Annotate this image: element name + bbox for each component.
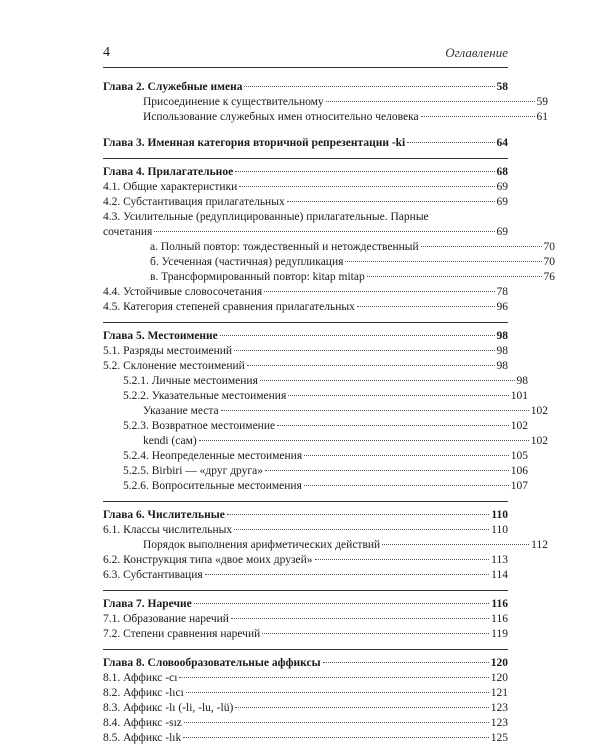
section-divider xyxy=(103,158,508,159)
toc-entry-page: 102 xyxy=(510,420,528,432)
dot-leader xyxy=(323,662,489,663)
dot-leader xyxy=(227,514,490,515)
toc-entry-page: 70 xyxy=(543,241,555,253)
toc-entry-title: 5.2.3. Возвратное местоимение xyxy=(123,420,276,432)
toc-entry-title: Присоединение к существительному xyxy=(143,96,324,108)
toc-chapter-entry[interactable] xyxy=(103,136,508,151)
toc-chapter-entry[interactable] xyxy=(103,329,508,344)
toc-entry-page: 113 xyxy=(491,554,508,566)
toc-entry[interactable] xyxy=(103,449,528,464)
toc-entry[interactable] xyxy=(103,389,528,404)
toc-entry-title: Глава 8. Словообразовательные аффиксы xyxy=(103,657,321,669)
dot-leader xyxy=(244,86,494,87)
toc-entry-title: 4.5. Категория степеней сравнения прилагательных xyxy=(103,301,355,313)
toc-entry-page: 106 xyxy=(510,465,528,477)
toc-entry-page: 98 xyxy=(496,360,508,372)
toc-entry-title: 8.1. Аффикс -cı xyxy=(103,672,178,684)
dot-leader xyxy=(179,677,488,678)
running-title: Оглавление xyxy=(445,45,508,60)
dot-leader xyxy=(184,722,489,723)
toc-chapter-entry[interactable] xyxy=(103,508,508,523)
toc-entry-page: 102 xyxy=(530,435,548,447)
toc-entry[interactable] xyxy=(103,110,548,125)
toc-chapter-entry[interactable] xyxy=(103,597,508,612)
toc-entry-title: 4.1. Общие характеристики xyxy=(103,181,238,193)
toc-entry[interactable] xyxy=(103,612,508,627)
dot-leader xyxy=(304,455,509,456)
header-rule xyxy=(103,67,508,68)
dot-leader xyxy=(304,485,509,486)
toc-entry-page: 98 xyxy=(516,375,528,387)
toc-entry-title: 8.3. Аффикс -lı (-li, -lu, -lü) xyxy=(103,702,234,714)
toc-entry-page: 69 xyxy=(496,196,508,208)
toc-entry-title: Глава 4. Прилагательное xyxy=(103,166,234,178)
toc-entry[interactable] xyxy=(103,434,548,449)
toc-entry[interactable] xyxy=(103,404,548,419)
toc-entry-page: 110 xyxy=(491,509,508,521)
dot-leader xyxy=(265,470,509,471)
toc-entry-title: Глава 7. Наречие xyxy=(103,598,192,610)
toc-entry-page: 114 xyxy=(491,569,508,581)
toc-entry-page: 61 xyxy=(536,111,548,123)
toc-entry[interactable] xyxy=(103,270,555,285)
toc-entry[interactable] xyxy=(103,300,508,315)
toc-entry-page: 123 xyxy=(490,717,508,729)
toc-entry[interactable] xyxy=(103,479,528,494)
toc-entry-page: 102 xyxy=(530,405,548,417)
dot-leader xyxy=(183,737,489,738)
toc-entry-page: 98 xyxy=(496,345,508,357)
dot-leader xyxy=(231,618,489,619)
toc-entry-page: 112 xyxy=(531,539,548,551)
toc-entry-title: 4.3. Усилительные (редуплицированные) прилагательные. Парные xyxy=(103,211,429,223)
toc-entry-title: 4.4. Устойчивые словосочетания xyxy=(103,286,263,298)
toc-entry-title: Глава 5. Местоимение xyxy=(103,330,218,342)
toc-entry-title: 4.2. Субстантивация прилагательных xyxy=(103,196,285,208)
dot-leader xyxy=(367,276,542,277)
section-divider xyxy=(103,501,508,502)
toc-entry-page: 78 xyxy=(496,286,508,298)
dot-leader xyxy=(277,425,509,426)
toc-entry[interactable] xyxy=(103,195,508,210)
dot-leader xyxy=(421,116,535,117)
dot-leader xyxy=(315,559,490,560)
toc-entry-page: 59 xyxy=(536,96,548,108)
dot-leader xyxy=(260,380,515,381)
toc-entry[interactable] xyxy=(103,285,508,300)
dot-leader xyxy=(357,306,495,307)
toc-entry-title: Порядок выполнения арифметических действий xyxy=(143,539,381,551)
toc-entry[interactable] xyxy=(103,255,555,270)
toc-entry-title: 8.4. Аффикс -sız xyxy=(103,717,182,729)
dot-leader xyxy=(407,142,494,143)
toc-entry-title: 5.1. Разряды местоимений xyxy=(103,345,233,357)
dot-leader xyxy=(220,335,495,336)
toc-entry-title: Глава 3. Именная категория вторичной репрезентации -ki xyxy=(103,137,406,149)
toc-entry[interactable] xyxy=(103,210,508,225)
toc-entry[interactable] xyxy=(103,359,508,374)
toc-entry-title: а. Полный повтор: тождественный и нетождественный xyxy=(150,241,419,253)
dot-leader xyxy=(235,707,488,708)
toc-entry[interactable] xyxy=(103,671,508,686)
toc-entry[interactable] xyxy=(103,95,548,110)
toc-entry-title: 7.1. Образование наречий xyxy=(103,613,229,625)
toc-entry[interactable] xyxy=(103,627,508,642)
toc-entry-page: 120 xyxy=(490,657,508,669)
dot-leader xyxy=(326,101,535,102)
toc-entry[interactable] xyxy=(103,716,508,731)
toc-entry-title: 5.2.5. Birbiri — «друг друга» xyxy=(123,465,263,477)
dot-leader xyxy=(194,603,490,604)
toc-entry-title: Глава 2. Служебные имена xyxy=(103,81,243,93)
toc-entry-page: 105 xyxy=(510,450,528,462)
toc-entry-page: 120 xyxy=(490,672,508,684)
toc-entry-title: 5.2. Склонение местоимений xyxy=(103,360,245,372)
toc-entry-page: 64 xyxy=(496,137,508,149)
toc-entry[interactable] xyxy=(103,701,508,716)
toc-chapter-entry[interactable] xyxy=(103,165,508,180)
toc-entry[interactable] xyxy=(103,568,508,583)
toc-entry-title: kendi (сам) xyxy=(143,435,197,447)
dot-leader xyxy=(234,529,489,530)
toc-entry[interactable] xyxy=(103,731,508,746)
page-number: 4 xyxy=(103,45,110,60)
toc-entry-page: 69 xyxy=(496,226,508,238)
dot-leader xyxy=(199,440,529,441)
toc-entry-page: 121 xyxy=(490,687,508,699)
section-divider xyxy=(103,590,508,591)
toc-entry-title: 5.2.4. Неопределенные местоимения xyxy=(123,450,303,462)
toc-entry-title: 7.2. Степени сравнения наречий xyxy=(103,628,261,640)
dot-leader xyxy=(235,171,494,172)
dot-leader xyxy=(382,544,529,545)
toc-entry-title: 6.3. Субстантивация xyxy=(103,569,203,581)
section-divider xyxy=(103,322,508,323)
toc-entry[interactable] xyxy=(103,523,508,538)
dot-leader xyxy=(154,231,494,232)
toc-entry-title: 8.5. Аффикс -lık xyxy=(103,732,182,744)
toc-entry[interactable] xyxy=(103,686,508,701)
toc-entry-page: 119 xyxy=(491,628,508,640)
dot-leader xyxy=(239,186,494,187)
dot-leader xyxy=(345,261,541,262)
toc-chapter-entry[interactable] xyxy=(103,656,508,671)
toc-entry[interactable] xyxy=(103,344,508,359)
dot-leader xyxy=(186,692,489,693)
dot-leader xyxy=(264,291,494,292)
toc-entry[interactable] xyxy=(103,180,508,195)
toc-entry-page: 70 xyxy=(543,256,555,268)
page-header xyxy=(103,45,508,65)
toc-entry[interactable] xyxy=(103,240,555,255)
toc-entry-page: 116 xyxy=(491,598,508,610)
toc-entry-page: 125 xyxy=(490,732,508,744)
toc-entry-page: 76 xyxy=(543,271,555,283)
toc-entry-page: 69 xyxy=(496,181,508,193)
dot-leader xyxy=(205,574,490,575)
toc-entry-title: 5.2.6. Вопросительные местоимения xyxy=(123,480,302,492)
toc-entry-title: Указание места xyxy=(143,405,219,417)
toc-entry-page: 110 xyxy=(491,524,508,536)
dot-leader xyxy=(288,395,508,396)
toc-entry-title: 6.2. Конструкция типа «двое моих друзей» xyxy=(103,554,313,566)
table-of-contents xyxy=(103,80,555,746)
toc-entry[interactable] xyxy=(103,464,528,479)
toc-entry-title: 5.2.1. Личные местоимения xyxy=(123,375,258,387)
toc-entry-page: 58 xyxy=(496,81,508,93)
toc-entry[interactable] xyxy=(103,419,528,434)
toc-entry-title: 8.2. Аффикс -lıcı xyxy=(103,687,184,699)
toc-entry-title: 6.1. Классы числительных xyxy=(103,524,233,536)
toc-entry-title: сочетания xyxy=(103,226,153,238)
toc-entry-page: 98 xyxy=(496,330,508,342)
toc-entry[interactable] xyxy=(103,225,508,240)
toc-entry-page: 68 xyxy=(496,166,508,178)
toc-entry-title: в. Трансформированный повтор: kitap mitap xyxy=(150,271,365,283)
toc-entry-page: 123 xyxy=(490,702,508,714)
dot-leader xyxy=(221,410,529,411)
toc-entry-title: б. Усеченная (частичная) редупликация xyxy=(150,256,344,268)
dot-leader xyxy=(287,201,495,202)
toc-entry[interactable] xyxy=(103,553,508,568)
dot-leader xyxy=(247,365,495,366)
toc-entry-title: Глава 6. Числительные xyxy=(103,509,225,521)
toc-entry-title: Использование служебных имен относительно человека xyxy=(143,111,419,123)
spacer xyxy=(103,125,508,136)
dot-leader xyxy=(234,350,494,351)
dot-leader xyxy=(262,633,489,634)
toc-entry-page: 107 xyxy=(510,480,528,492)
toc-entry-page: 116 xyxy=(491,613,508,625)
toc-entry[interactable] xyxy=(103,374,528,389)
dot-leader xyxy=(421,246,542,247)
section-divider xyxy=(103,649,508,650)
toc-chapter-entry[interactable] xyxy=(103,80,508,95)
toc-entry[interactable] xyxy=(103,538,548,553)
toc-entry-page: 96 xyxy=(496,301,508,313)
toc-entry-title: 5.2.2. Указательные местоимения xyxy=(123,390,287,402)
toc-entry-page: 101 xyxy=(510,390,528,402)
